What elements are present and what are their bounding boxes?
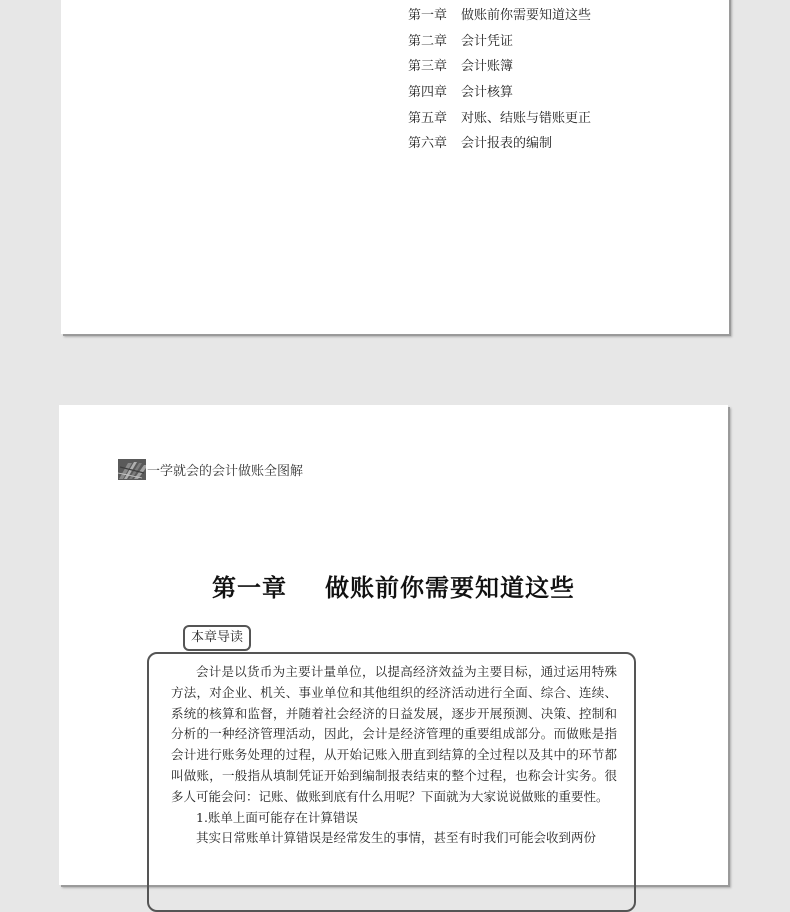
toc-item[interactable]	[408, 111, 591, 137]
toc-item-title: 会计账簿	[461, 59, 514, 75]
chapter-number: 第一章	[212, 573, 287, 602]
toc-item-title: 会计核算	[461, 85, 514, 101]
toc-item-title: 做账前你需要知道这些	[461, 8, 592, 23]
intro-paragraph: 其实日常账单计算错误是经常发生的事情，甚至有时我们可能会收到两份	[196, 830, 597, 846]
table-of-contents	[408, 8, 591, 162]
intro-paragraph: 会计是以货币为主要计量单位，以提高经济效益为主要目标，通过运用特殊方法，对企业、机关、事业单位和其他组织的经济活动进行全面、综合、连续、系统的核算和监督，并随着社会经济的日益发展，逐步开展预测、决策、控制和分析的一种经济管理活动，因此，会计是经济管理的重要组成部分。而做账是指会计进行账务处理的过程，从开始记账入册直到结算的全过程以及其中的环节都叫做账，一般指从填制凭证开始到编制报表结束的整个过程，也称会计实务。很多人可能会问：记账、做账到底有什么用呢？下面就为大家说说做账的重要性。	[171, 664, 617, 804]
running-head-title: 一学就会的会计做账全图解	[147, 463, 304, 479]
book-stack-icon	[118, 459, 146, 480]
toc-item-number: 第二章	[408, 33, 448, 49]
toc-item-number: 第三章	[408, 59, 448, 75]
toc-item[interactable]	[408, 136, 591, 162]
toc-page	[61, 0, 729, 334]
toc-item-title: 对账、结账与错账更正	[461, 110, 592, 126]
chapter-title	[59, 568, 728, 603]
toc-item[interactable]	[408, 85, 591, 111]
toc-item-number: 第一章	[408, 8, 448, 23]
running-head	[118, 458, 303, 480]
toc-item[interactable]	[408, 8, 591, 34]
toc-item-number: 第六章	[408, 136, 448, 152]
chapter-name: 做账前你需要知道这些	[325, 573, 575, 602]
toc-item-number: 第四章	[408, 85, 448, 101]
toc-item[interactable]	[408, 34, 591, 60]
toc-item-title: 会计报表的编制	[461, 136, 553, 152]
toc-item[interactable]	[408, 59, 591, 85]
toc-item-title: 会计凭证	[461, 33, 514, 49]
chapter-intro-label: 本章导读	[183, 625, 251, 651]
chapter-page	[59, 405, 728, 885]
intro-section-heading: 1.账单上面可能存在计算错误	[196, 809, 358, 825]
toc-item-number: 第五章	[408, 110, 448, 126]
chapter-intro-text	[171, 662, 617, 849]
